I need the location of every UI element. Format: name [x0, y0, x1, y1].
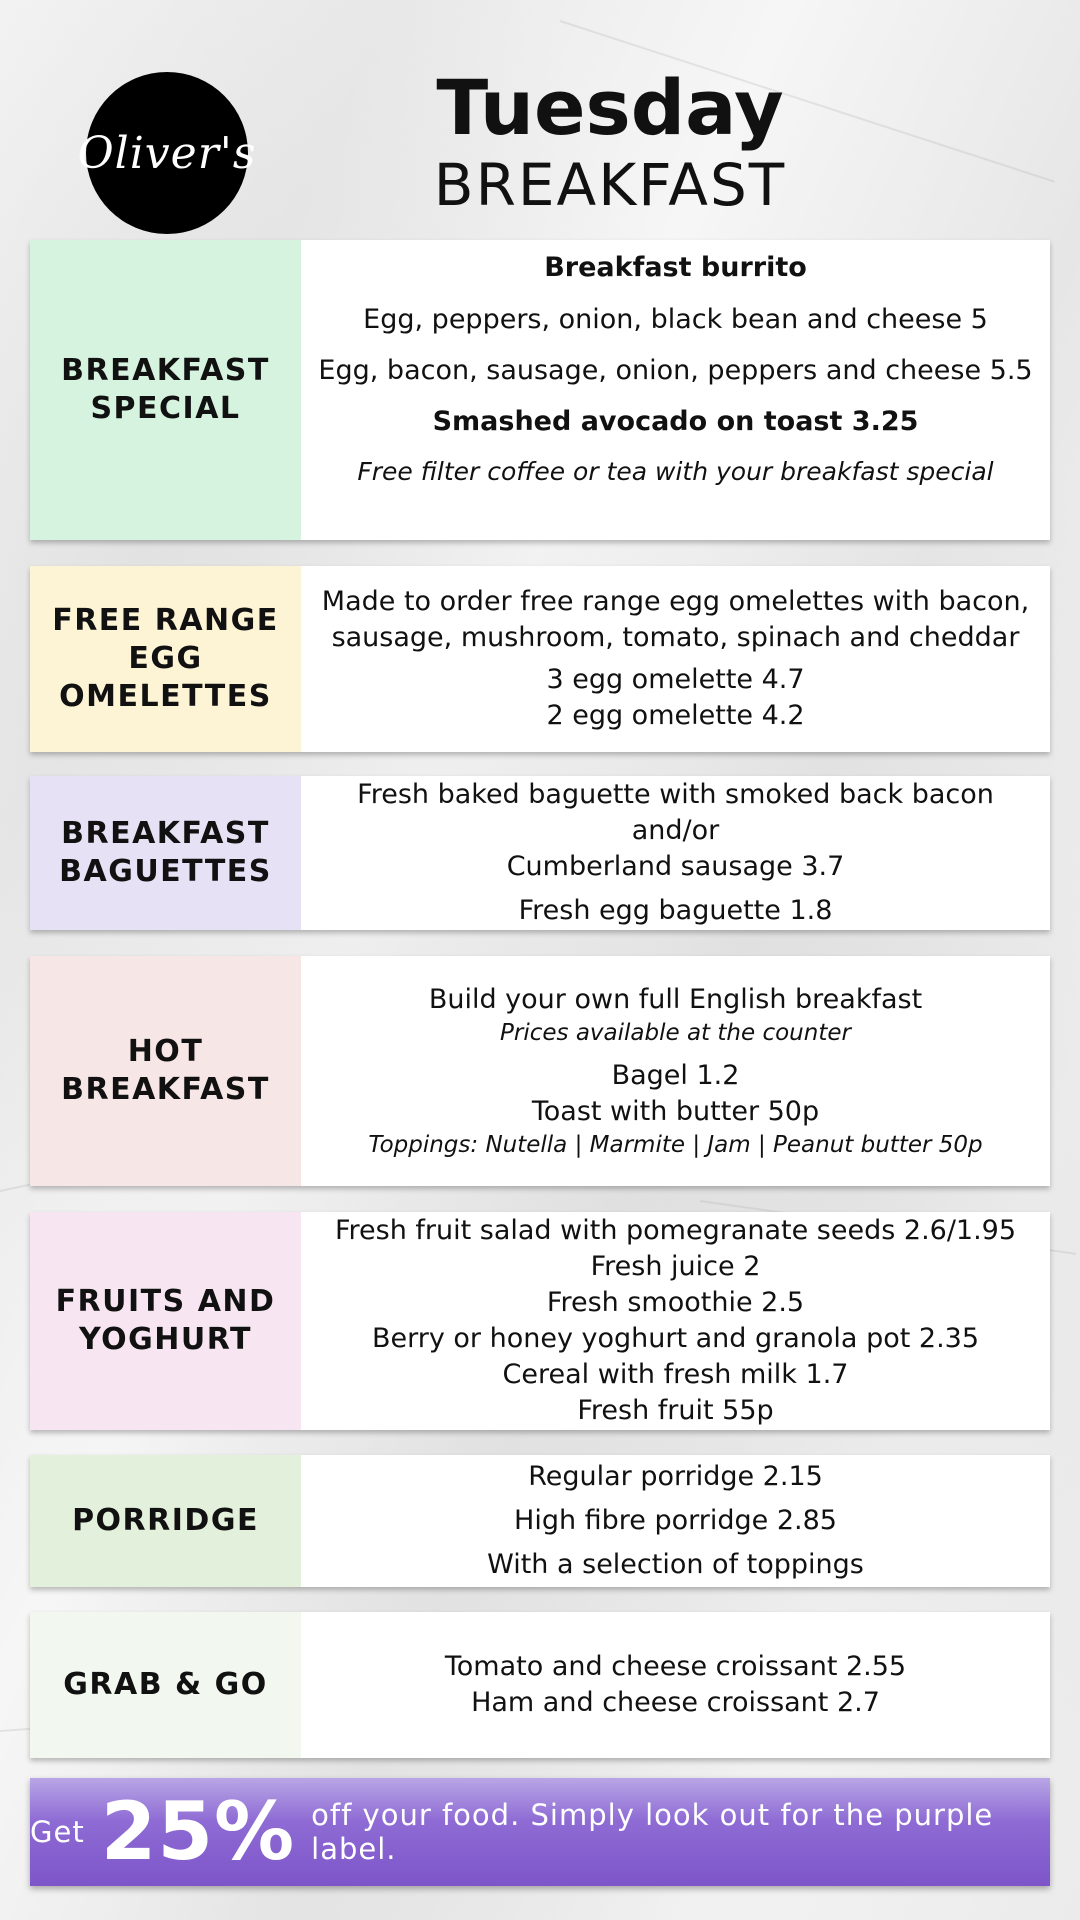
section-fruits-yoghurt	[30, 1212, 1050, 1430]
menu-item: Made to order free range egg omelettes with bacon,	[321, 586, 1030, 617]
section-items	[301, 240, 1050, 540]
section-items	[301, 956, 1050, 1186]
menu-item: Fresh fruit salad with pomegranate seeds 2.6/1.95	[334, 1215, 1017, 1246]
menu-header	[400, 64, 820, 218]
meal-title: BREAKFAST	[433, 151, 787, 219]
section-breakfast-baguettes	[30, 776, 1050, 930]
menu-item: Ham and cheese croissant 2.7	[471, 1687, 880, 1718]
section-items	[301, 776, 1050, 930]
menu-item: Regular porridge 2.15	[528, 1461, 823, 1492]
menu-note: Prices available at the counter	[500, 1020, 851, 1046]
section-label: FRUITS AND YOGHURT	[30, 1212, 301, 1430]
menu-item: High fibre porridge 2.85	[514, 1505, 837, 1536]
menu-item: sausage, mushroom, tomato, spinach and cheddar	[331, 622, 1020, 653]
menu-item: Cumberland sausage 3.7	[506, 851, 845, 882]
menu-item: Fresh egg baguette 1.8	[518, 895, 833, 926]
menu-item: Egg, bacon, sausage, onion, peppers and cheese 5.5	[318, 355, 1033, 386]
menu-item: Breakfast burrito	[544, 252, 807, 283]
promo-suffix: off your food. Simply look out for the purple label.	[311, 1798, 994, 1866]
section-label: BREAKFAST BAGUETTES	[30, 776, 301, 930]
section-grab-and-go	[30, 1612, 1050, 1758]
day-title: Tuesday	[436, 63, 784, 152]
brand-logo	[77, 72, 257, 234]
menu-item: Bagel 1.2	[611, 1060, 740, 1091]
section-items	[301, 1455, 1050, 1587]
promo-discount: 25%	[100, 1785, 296, 1878]
section-egg-omelettes	[30, 566, 1050, 752]
promo-prefix: Get	[30, 1815, 85, 1849]
menu-item: Tomato and cheese croissant 2.55	[444, 1651, 907, 1682]
menu-item: Fresh smoothie 2.5	[546, 1287, 805, 1318]
menu-item: Fresh juice 2	[590, 1251, 761, 1282]
menu-item: Berry or honey yoghurt and granola pot 2.35	[371, 1323, 980, 1354]
menu-note: Toppings: Nutella | Marmite | Jam | Peanut butter 50p	[368, 1132, 983, 1158]
menu-item: 3 egg omelette 4.7	[546, 664, 805, 695]
section-hot-breakfast	[30, 956, 1050, 1186]
section-items	[301, 566, 1050, 752]
menu-note: Free filter coffee or tea with your breakfast special	[357, 457, 994, 486]
section-label: BREAKFAST SPECIAL	[30, 240, 301, 540]
section-label: GRAB & GO	[30, 1612, 301, 1758]
section-porridge	[30, 1455, 1050, 1587]
section-items	[301, 1612, 1050, 1758]
section-label: HOT BREAKFAST	[30, 956, 301, 1186]
menu-item: Build your own full English breakfast	[428, 984, 923, 1015]
promo-banner	[30, 1778, 1050, 1886]
menu-item: 2 egg omelette 4.2	[546, 700, 805, 731]
logo-text: Oliver's	[77, 127, 257, 179]
menu-item: With a selection of toppings	[487, 1549, 864, 1580]
section-items	[301, 1212, 1050, 1430]
section-breakfast-special	[30, 240, 1050, 540]
section-label: PORRIDGE	[30, 1455, 301, 1587]
section-label: FREE RANGE EGG OMELETTES	[30, 566, 301, 752]
menu-item: Toast with butter 50p	[531, 1096, 820, 1127]
menu-item: Fresh baked baguette with smoked back bacon and/or	[357, 779, 994, 846]
menu-item: Fresh fruit 55p	[577, 1395, 774, 1426]
menu-item: Cereal with fresh milk 1.7	[502, 1359, 849, 1390]
menu-item: Smashed avocado on toast 3.25	[432, 406, 919, 437]
menu-item: Egg, peppers, onion, black bean and cheese 5	[363, 304, 988, 335]
